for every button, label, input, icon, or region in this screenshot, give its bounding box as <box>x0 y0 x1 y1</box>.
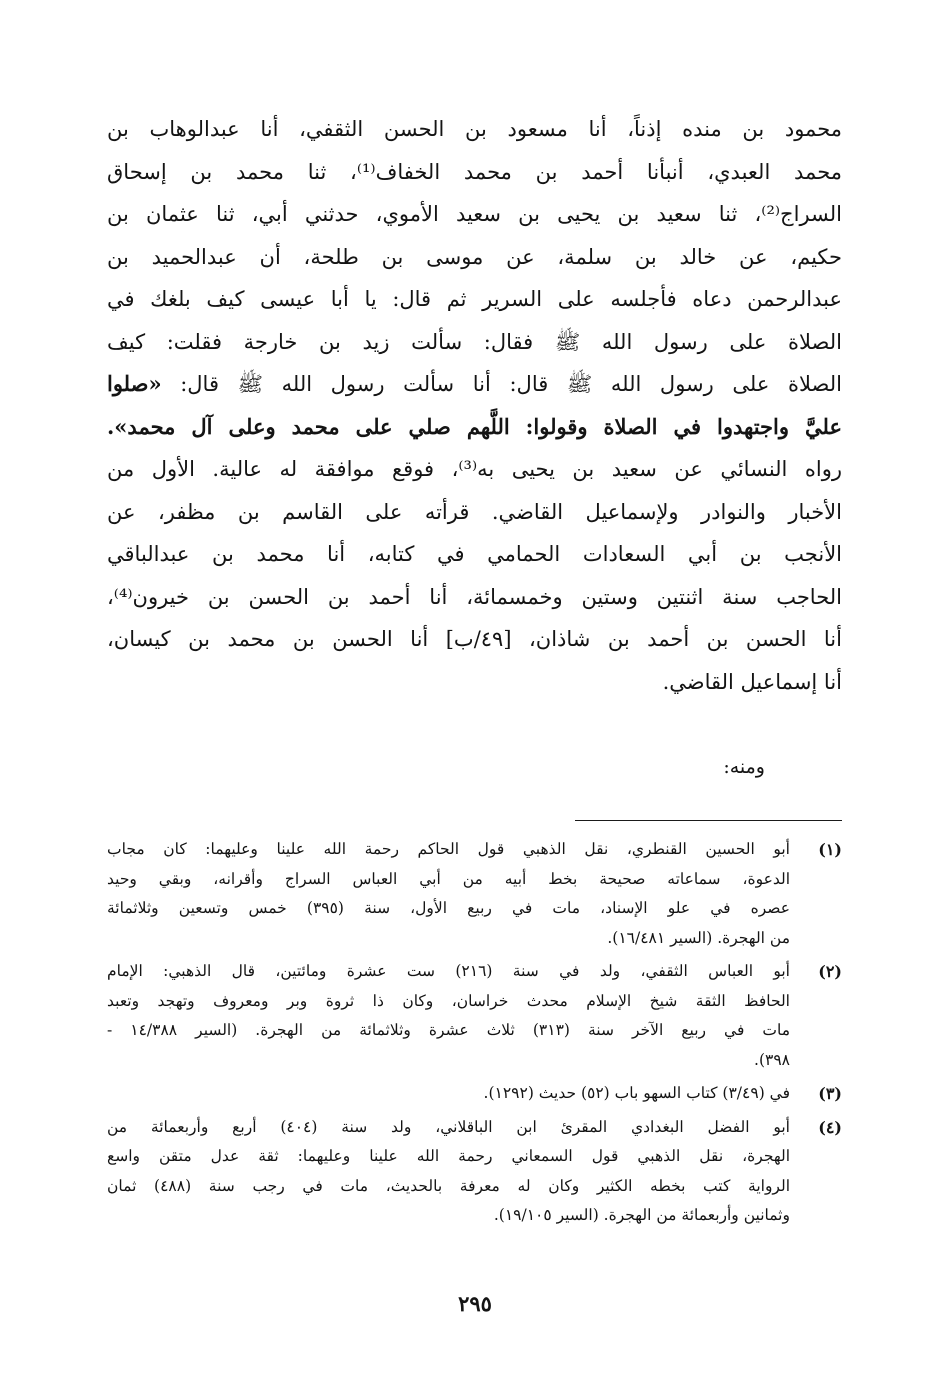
footnote-line: في (٣/٤٩) كتاب السهو باب (٥٢) حديث (١٢٩٢). <box>483 1084 790 1102</box>
footnote-number: (٣) <box>818 1084 842 1103</box>
footnote-4 <box>107 1113 842 1231</box>
main-text-line: أنا إسماعيل القاضي. <box>662 669 842 694</box>
hadith-opening-bold: «صلوا <box>107 371 162 396</box>
footnote-line: الدعوة، سماعاته صحيحة بخط أبيه من أبي العباس السراج وأقرانه، وبقي وحيد <box>107 869 790 888</box>
footnote-line: أبو الفضل البغدادي المقرئ ابن الباقلاني، ولد سنة (٤٠٤) أربع وأربعمائة من <box>107 1117 790 1136</box>
footnote-separator-rule <box>575 820 842 821</box>
footnote-number: (١) <box>818 840 842 859</box>
main-text-line <box>107 363 842 406</box>
footnote-line: الحافظ الثقة شيخ الإسلام محدث خراسان، وكان ذا ثروة وبر ومعروف وتهجد وتعبد <box>107 991 790 1010</box>
footnote-3 <box>107 1079 842 1109</box>
main-text-line: الصلاة على رسول الله ﷺ فقال: سألت زيد بن خارجة فقلت: كيف <box>107 329 842 354</box>
main-text-line: السراج⁽²⁾، ثنا سعيد بن يحيى بن سعيد الأموي، حدثني أبي، ثنا عثمان بن <box>107 202 842 226</box>
main-text-line: عبدالرحمن دعاه فأجلسه على السرير ثم قال: يا أبا عيسى كيف بلغك في <box>107 287 842 311</box>
footnote-line: ٣٩٨). <box>754 1050 790 1069</box>
footnote-line: أبو الحسين القنطري، نقل الذهبي قول الحاكم رحمة الله علينا وعليهما: كان مجاب <box>107 840 790 858</box>
footnote-line: عصره في علو الإسناد، مات في ربيع الأول، سنة (٣٩٥) خمس وتسعين وثلاثمائة <box>107 899 790 917</box>
main-text-segment: الصلاة على رسول الله ﷺ قال: أنا سألت رسول الله ﷺ قال: «صلوا <box>107 371 842 396</box>
footnote-number: (٤) <box>818 1117 842 1137</box>
main-text-line: الحاجب سنة اثنتين وستين وخمسمائة، أنا أحمد بن الحسن بن خيرون⁽⁴⁾، <box>107 584 842 609</box>
footnote-line: الهجرة، نقل الذهبي قول السمعاني رحمة الله علينا وعليهما: ثقة عدل متقن واسع <box>107 1147 790 1165</box>
footnotes-block <box>107 835 842 1235</box>
section-heading: ومنه: <box>723 756 765 778</box>
main-text-line: أنا الحسن بن أحمد بن شاذان، [٤٩/ب] أنا الحسن بن محمد بن كيسان، <box>107 627 842 651</box>
page-number: ٢٩٥ <box>458 1291 492 1316</box>
footnote-line: مات في ربيع الآخر سنة (٣١٣) ثلاث عشرة وثلاثمائة من الهجرة. (السير ١٤/٣٨٨ - <box>107 1021 790 1039</box>
main-text-block <box>107 108 842 703</box>
main-text-segment: عليَّ واجتهدوا في الصلاة وقولوا: اللَّهم صلي على محمد وعلى آل محمد». <box>107 413 842 439</box>
footnote-line: أبو العباس الثقفي، ولد في سنة (٢١٦) ست عشرة ومائتين، قال الذهبي: الإمام <box>107 962 790 980</box>
footnote-line: وثمانين وأربعمائة من الهجرة. (السير ١٩/١٠٥). <box>493 1206 790 1224</box>
footnote-line: من الهجرة. (السير ١٦/٤٨١). <box>607 928 790 947</box>
footnote-line: الرواية كتب بخطه الكثير وكان له معرفة بالحديث، مات في رجب سنة (٤٨٨) ثمان <box>107 1176 791 1195</box>
main-text-line: رواه النسائي عن سعيد بن يحيى به⁽³⁾، فوقع موافقة له عالية. الأول من <box>107 457 842 481</box>
main-text-line: الأخبار والنوادر ولإسماعيل القاضي. قرأته على القاسم بن مظفر، عن <box>107 499 842 524</box>
main-text-line: حكيم، عن خالد بن سلمة، عن موسى بن طلحة، أن عبدالحميد بن <box>107 244 842 269</box>
main-text-line: الأنجب بن أبي السعادات الحمامي في كتابه، أنا محمد بن عبدالباقي <box>107 542 842 566</box>
footnote-2 <box>107 957 842 1075</box>
footnote-1 <box>107 835 842 953</box>
main-text-line-hadith-bold <box>107 406 842 449</box>
footnote-number: (٢) <box>818 962 842 981</box>
main-text-line: محمد العبدي، أنبأنا أحمد بن محمد الخفاف⁽¹⁾، ثنا محمد بن إسحاق <box>107 159 842 184</box>
main-text-line: محمود بن منده إذناً، أنا مسعود بن الحسن الثقفي، أنا عبدالوهاب بن <box>107 117 842 141</box>
